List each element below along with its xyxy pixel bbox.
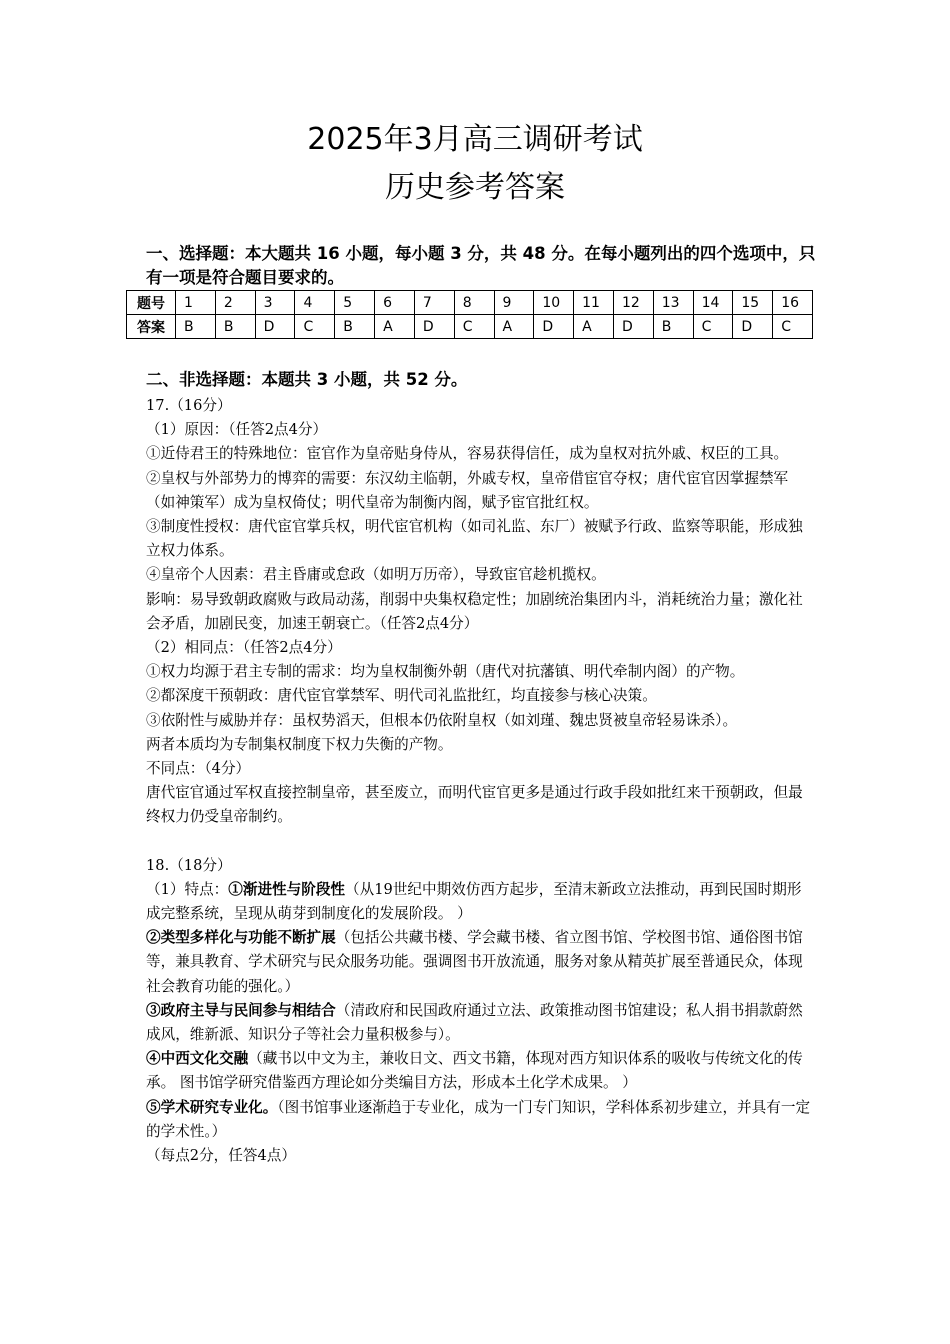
q18-point (146, 1047, 812, 1095)
spacer (146, 830, 812, 854)
q17-reason: ①近侍君王的特殊地位：宦官作为皇帝贴身侍从，容易获得信任，成为皇权对抗外戚、权臣的工具。 (146, 445, 789, 463)
q18-point-prefix: （1）特点： (146, 880, 229, 898)
row-label-answer: 答案 (127, 315, 176, 339)
row-label-number: 题号 (127, 291, 176, 315)
q17-similarity: ②都深度干预朝政：唐代宦官掌禁军、明代司礼监批红，均直接参与核心决策。 (146, 687, 657, 705)
q18-scoring: （每点2分，任答4点） (146, 1147, 296, 1165)
answer-cell: A (494, 315, 534, 339)
q18-label: 18.（18分） (146, 856, 232, 874)
question-number: 16 (773, 291, 813, 315)
answer-cell: A (574, 315, 614, 339)
answer-table (126, 290, 813, 339)
section2-heading: 二、非选择题：本题共 3 小题，共 52 分。 (146, 370, 468, 389)
table-row-answers (127, 315, 813, 339)
answer-cell: B (176, 315, 216, 339)
answer-cell: B (653, 315, 693, 339)
answer-cell: C (295, 315, 335, 339)
question-number: 14 (693, 291, 733, 315)
q17-difference: 唐代宦官通过军权直接控制皇帝，甚至废立，而明代宦官更多是通过行政手段如批红来干预朝政，但最终权力仍受皇帝制约。 (146, 784, 803, 826)
question-number: 8 (454, 291, 494, 315)
question-number: 7 (414, 291, 454, 315)
answer-cell: D (613, 315, 653, 339)
q18-point (146, 878, 812, 926)
question-number: 9 (494, 291, 534, 315)
q17-summary: 两者本质均为专制集权制度下权力失衡的产物。 (146, 735, 453, 753)
exam-title: 2025年3月高三调研考试 (307, 122, 643, 157)
answer-cell: D (534, 315, 574, 339)
q18-point-text: （清政府和民国政府通过立法、政策推动图书馆建设；私人捐书捐款蔚然成风，维新派、知识分子等社会力量积极参与）。 (146, 1001, 803, 1044)
q17-similarity: ①权力均源于君主专制的需求：均为皇权制衡外朝（唐代对抗藩镇、明代牵制内阁）的产物。 (146, 663, 745, 681)
answer-cell: B (215, 315, 255, 339)
q17-difference-label: 不同点：（4分） (146, 760, 251, 778)
q18-point-title: ④中西文化交融 (146, 1050, 249, 1068)
table-row-numbers (127, 291, 813, 315)
answer-cell: C (454, 315, 494, 339)
q18-point-text: （包括公共藏书楼、学会藏书楼、省立图书馆、学校图书馆、通俗图书馆等，兼具教育、学术研究与民众服务功能。强调图书开放流通，服务对象从精英扩展至普通民众，体现社会教育功能的强化。） (146, 929, 803, 995)
question-number: 5 (335, 291, 375, 315)
question-number: 10 (534, 291, 574, 315)
question-number: 13 (653, 291, 693, 315)
answer-cell: A (375, 315, 415, 339)
question-number: 11 (574, 291, 614, 315)
answer-cell: D (414, 315, 454, 339)
question-number: 1 (176, 291, 216, 315)
q18-point-text: （从19世纪中期效仿西方起步，至清末新政立法推动，再到民国时期形成完整系统，呈现从萌芽到制度化的发展阶段。 ） (146, 880, 802, 923)
q17-part2-label: （2）相同点：（任答2点4分） (146, 639, 342, 657)
q18-point (146, 926, 812, 999)
section2-body (146, 394, 812, 1168)
exam-subtitle: 历史参考答案 (385, 170, 565, 205)
question-number: 15 (733, 291, 773, 315)
section1-heading: 一、选择题：本大题共 16 小题，每小题 3 分，共 48 分。在每小题列出的四个选项中，只有一项是符合题目要求的。 (146, 244, 816, 287)
q18-point-text: （图书馆事业逐渐趋于专业化，成为一门专门知识，学科体系初步建立，并具有一定的学术性。） (146, 1098, 811, 1140)
answer-cell: D (733, 315, 773, 339)
q17-reason: ④皇帝个人因素：君主昏庸或怠政（如明万历帝），导致宦官趁机揽权。 (146, 566, 606, 584)
answer-cell: C (773, 315, 813, 339)
q17-impact: 影响：易导致朝政腐败与政局动荡，削弱中央集权稳定性；加剧统治集团内斗，消耗统治力量；激化社会矛盾，加剧民变，加速王朝衰亡。（任答2点4分） (146, 590, 803, 632)
question-number: 12 (613, 291, 653, 315)
q17-reason: ③制度性授权：唐代宦官掌兵权，明代宦官机构（如司礼监、东厂）被赋予行政、监察等职能，形成独立权力体系。 (146, 518, 803, 560)
q18-point-title: ②类型多样化与功能不断扩展 (146, 929, 336, 947)
question-number: 2 (215, 291, 255, 315)
answer-cell: C (693, 315, 733, 339)
answer-cell: B (335, 315, 375, 339)
q17-reason: ②皇权与外部势力的博弈的需要：东汉幼主临朝，外戚专权，皇帝借宦官夺权；唐代宦官因掌握禁军（如神策军）成为皇权倚仗；明代皇帝为制衡内阁，赋予宦官批红权。 (146, 469, 789, 511)
q18-point (146, 1096, 812, 1144)
question-number: 3 (255, 291, 295, 315)
q18-point-text: （藏书以中文为主，兼收日文、西文书籍，体现对西方知识体系的吸收与传统文化的传承。 图书馆学研究借鉴西方理论如分类编目方法，形成本土化学术成果。 ） (146, 1050, 803, 1092)
question-number: 4 (295, 291, 335, 315)
q18-point (146, 999, 812, 1047)
q18-point-title: ①渐进性与阶段性 (228, 880, 346, 898)
question-number: 6 (375, 291, 415, 315)
answer-cell: D (255, 315, 295, 339)
q17-similarity: ③依附性与威胁并存：虽权势滔天，但根本仍依附皇权（如刘瑾、魏忠贤被皇帝轻易诛杀）。 (146, 711, 738, 729)
q17-label: 17.（16分） (146, 397, 232, 414)
q18-point-title: ③政府主导与民间参与相结合 (146, 1001, 336, 1019)
q17-part1-label: （1）原因：（任答2点4分） (146, 421, 328, 439)
q18-point-title: ⑤学术研究专业化。 (146, 1098, 278, 1116)
